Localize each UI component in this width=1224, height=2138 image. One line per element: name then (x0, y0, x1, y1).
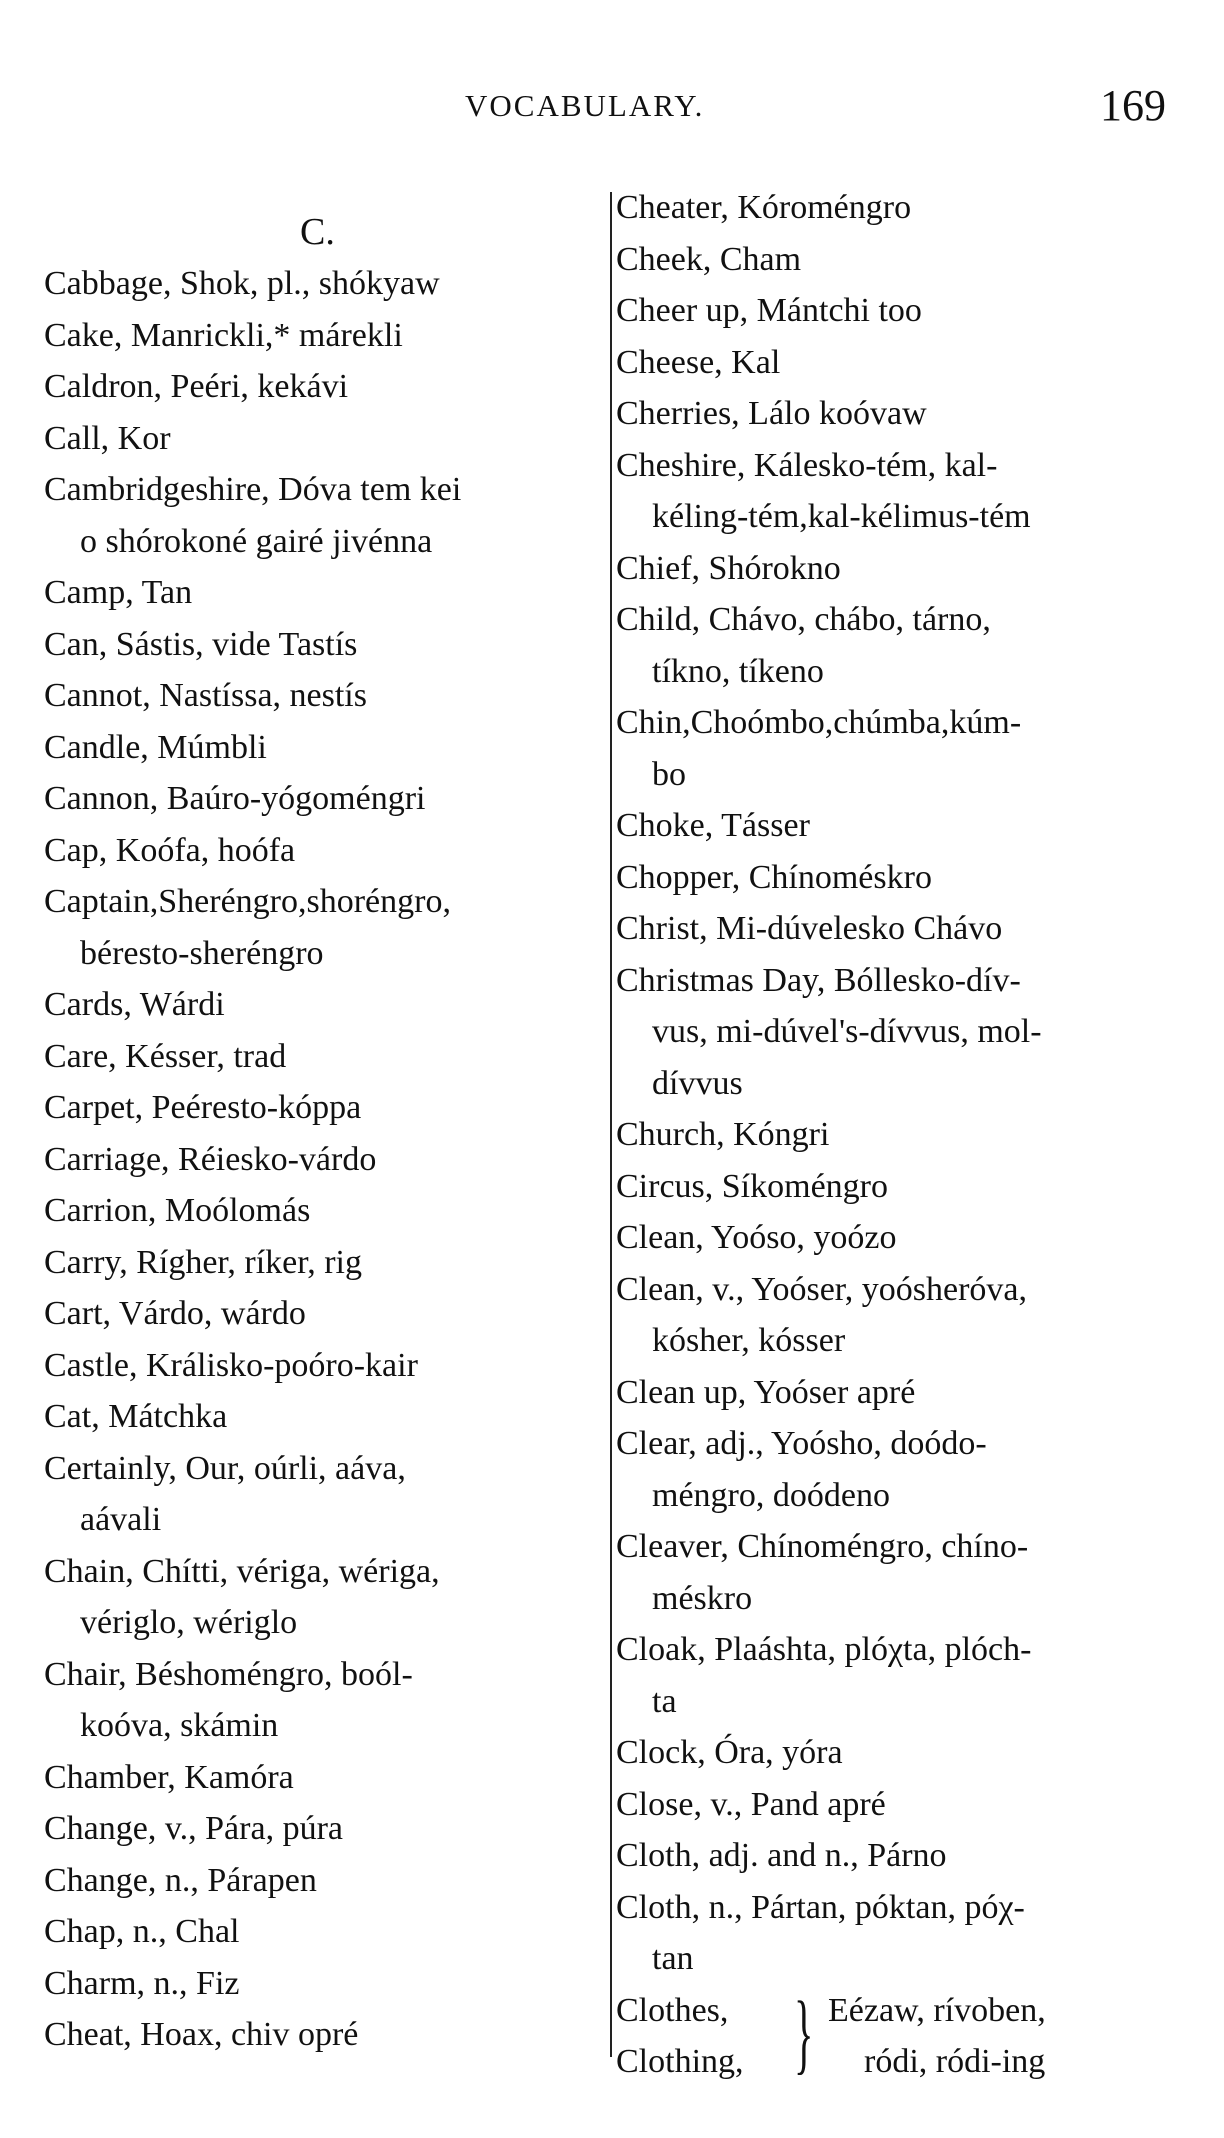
entry-line: Christmas Day, Bóllesko-dív- (616, 961, 1021, 999)
vocabulary-entry (616, 1109, 1196, 1161)
brace-glyph: } (794, 1983, 814, 2083)
vocabulary-entry (44, 1185, 604, 1237)
entry-line: Call, Kor (44, 419, 171, 457)
entry-line: Chain, Chítti, vériga, wériga, (44, 1552, 440, 1590)
entry-line: Clean, v., Yoóser, yoósheróva, (616, 1270, 1028, 1308)
vocabulary-entry (616, 955, 1196, 1110)
vocabulary-entry (44, 413, 604, 465)
entry-line: Chief, Shórokno (616, 549, 841, 587)
vocabulary-entry (44, 619, 604, 671)
vocabulary-entry (44, 1803, 604, 1855)
vocabulary-entry (44, 1546, 604, 1649)
entry-line: Cards, Wárdi (44, 986, 225, 1023)
entry-line: Cheshire, Kálesko-tém, kal- (616, 446, 998, 484)
entry-line: Care, Késser, trad (44, 1037, 287, 1075)
entry-continuation-line: vériglo, wériglo (80, 1604, 298, 1641)
entry-line: Chopper, Chínoméskro (616, 858, 932, 896)
entry-word: Clothes, (616, 1991, 729, 2029)
entry-line: Child, Chávo, chábo, tárno, (616, 601, 991, 638)
vocabulary-column-right (616, 182, 1196, 2088)
vocabulary-entry (616, 440, 1196, 543)
entry-line: Cap, Koófa, hoófa (44, 831, 296, 869)
entry-continuation-line: méngro, doódeno (652, 1476, 890, 1514)
entry-continuation-line: dívvus (652, 1064, 743, 1102)
vocabulary-entry (616, 594, 1196, 697)
entry-continuation-line: aávali (80, 1501, 162, 1538)
entry-line: Chap, n., Chal (44, 1913, 240, 1950)
vocabulary-entry-clothes (616, 1985, 1196, 2088)
entry-line: Circus, Síkoméngro (616, 1167, 888, 1205)
entry-definition: Eézaw, rívoben, (828, 1991, 1046, 2029)
entry-line: Clock, Óra, yóra (616, 1734, 843, 1771)
vocabulary-entry (616, 1882, 1196, 1985)
entry-continuation-line: tan (652, 1940, 694, 1977)
vocabulary-entry (616, 1418, 1196, 1521)
vocabulary-entry (616, 1212, 1196, 1264)
entry-line: Carpet, Peéresto-kóppa (44, 1089, 362, 1126)
vocabulary-entry (616, 1624, 1196, 1727)
vocabulary-entry (44, 258, 604, 310)
vocabulary-entry (44, 1855, 604, 1907)
entry-line: Chamber, Kamóra (44, 1758, 294, 1796)
entry-continuation-line: vus, mi-dúvel's-dívvus, mol- (652, 1013, 1042, 1050)
entry-line: Change, v., Pára, púra (44, 1810, 343, 1847)
vocabulary-entry (44, 773, 604, 825)
entry-line: Cambridgeshire, Dóva tem kei (44, 471, 462, 508)
entry-continuation-line: méskro (652, 1579, 753, 1617)
vocabulary-entry (44, 1391, 604, 1443)
vocabulary-entry (616, 1830, 1196, 1882)
entry-line: Cleaver, Chínoméngro, chíno- (616, 1528, 1029, 1565)
entry-line: Cheese, Kal (616, 343, 781, 381)
vocabulary-entry (616, 543, 1196, 595)
vocabulary-entry (44, 825, 604, 877)
vocabulary-entry (616, 388, 1196, 440)
entry-line: Clean up, Yoóser apré (616, 1373, 916, 1411)
entry-line: Cloak, Plaáshta, plóχta, plóch- (616, 1631, 1032, 1668)
entry-line: Cake, Manrickli,* márekli (44, 316, 403, 354)
entry-line: Certainly, Our, oúrli, aáva, (44, 1449, 406, 1487)
entry-continuation-line: kósher, kósser (652, 1322, 846, 1359)
entry-line: Castle, Králisko-poóro-kair (44, 1346, 418, 1384)
vocabulary-entry (44, 1134, 604, 1186)
vocabulary-entry (616, 234, 1196, 286)
vocabulary-entry (44, 1237, 604, 1289)
vocabulary-entry (616, 1264, 1196, 1367)
vocabulary-entry (44, 567, 604, 619)
entry-line: Cheater, Kóroméngro (616, 189, 912, 226)
entry-line: Cheat, Hoax, chiv opré (44, 2016, 359, 2053)
page-number: 169 (1100, 81, 1166, 130)
vocabulary-entry (44, 361, 604, 413)
page-header (0, 81, 1224, 148)
entry-line: Carriage, Réiesko-várdo (44, 1140, 377, 1178)
entry-line: Cloth, adj. and n., Párno (616, 1837, 947, 1874)
entry-line: Cheer up, Mántchi too (616, 292, 922, 329)
vocabulary-entry (616, 852, 1196, 904)
entry-line: Cannon, Baúro-yógoméngri (44, 780, 426, 817)
vocabulary-entry (44, 876, 604, 979)
column-divider (610, 192, 612, 2057)
entry-continuation-line: kéling-tém,kal-kélimus-tém (652, 498, 1031, 535)
vocabulary-entry (44, 1082, 604, 1134)
entry-line: Christ, Mi-dúvelesko Chávo (616, 910, 1003, 947)
entry-line: Charm, n., Fiz (44, 1964, 240, 2002)
entry-line: Camp, Tan (44, 574, 193, 611)
entry-line: Captain,Sheréngro,shoréngro, (44, 883, 451, 920)
vocabulary-entry (44, 1443, 604, 1546)
vocabulary-entry (616, 697, 1196, 800)
vocabulary-entry (44, 722, 604, 774)
vocabulary-entry (44, 1752, 604, 1804)
entry-line: Church, Kóngri (616, 1116, 830, 1153)
vocabulary-entry (616, 337, 1196, 389)
entry-continuation-line: tíkno, tíkeno (652, 652, 824, 690)
vocabulary-entry (616, 800, 1196, 852)
right-entries (616, 182, 1196, 1985)
vocabulary-entry (616, 1521, 1196, 1624)
vocabulary-entry (44, 979, 604, 1031)
vocabulary-entry (44, 1906, 604, 1958)
entry-line: Chair, Béshoméngro, boól- (44, 1655, 413, 1693)
entry-line: Candle, Múmbli (44, 728, 267, 766)
vocabulary-entry (44, 670, 604, 722)
vocabulary-entry (44, 2009, 604, 2061)
vocabulary-entry (616, 1161, 1196, 1213)
vocabulary-entry (44, 1958, 604, 2010)
section-letter: C. (300, 211, 335, 253)
entry-line: Caldron, Peéri, kekávi (44, 368, 349, 405)
vocabulary-entry (616, 1727, 1196, 1779)
entry-line: Can, Sástis, vide Tastís (44, 625, 358, 663)
entry-line: Cart, Várdo, wárdo (44, 1295, 306, 1332)
entry-line: Cherries, Lálo koóvaw (616, 395, 927, 432)
entry-continuation-line: bo (652, 755, 686, 793)
running-head: VOCABULARY. (465, 88, 705, 123)
vocabulary-entry (44, 1649, 604, 1752)
entry-line: Cheek, Cham (616, 240, 802, 278)
vocabulary-entry (616, 182, 1196, 234)
entry-line: Change, n., Párapen (44, 1861, 317, 1899)
entry-continuation-line: o shórokoné gairé jivénna (80, 522, 433, 560)
entry-definition: ródi, ródi-ing (864, 2043, 1046, 2080)
entry-continuation-line: ta (652, 1682, 677, 1720)
entry-continuation-line: béresto-sheréngro (80, 934, 324, 972)
vocabulary-entry (616, 1367, 1196, 1419)
entry-word: Clothing, (616, 2043, 744, 2080)
entry-line: Close, v., Pand apré (616, 1785, 886, 1823)
vocabulary-entry (44, 1031, 604, 1083)
entry-line: Carrion, Moólomás (44, 1192, 311, 1229)
vocabulary-entry (44, 464, 604, 567)
vocabulary-column-left (44, 258, 604, 2061)
vocabulary-entry (44, 310, 604, 362)
entry-line: Clean, Yoóso, yoózo (616, 1219, 897, 1256)
entry-line: Cloth, n., Pártan, póktan, póχ- (616, 1888, 1025, 1926)
entry-line: Cannot, Nastíssa, nestís (44, 677, 367, 714)
entry-line: Cat, Mátchka (44, 1398, 228, 1435)
entry-continuation-line: koóva, skámin (80, 1707, 279, 1744)
entry-line: Cabbage, Shok, pl., shókyaw (44, 265, 440, 302)
vocabulary-entry (44, 1288, 604, 1340)
vocabulary-entry (44, 1340, 604, 1392)
vocabulary-entry (616, 285, 1196, 337)
vocabulary-entry (616, 903, 1196, 955)
entry-line: Choke, Tásser (616, 807, 810, 844)
entry-line: Carry, Rígher, ríker, rig (44, 1243, 362, 1281)
entry-line: Chin,Choómbo,chúmba,kúm- (616, 704, 1022, 741)
entry-line: Clear, adj., Yoósho, doódo- (616, 1425, 987, 1462)
vocabulary-entry (616, 1779, 1196, 1831)
